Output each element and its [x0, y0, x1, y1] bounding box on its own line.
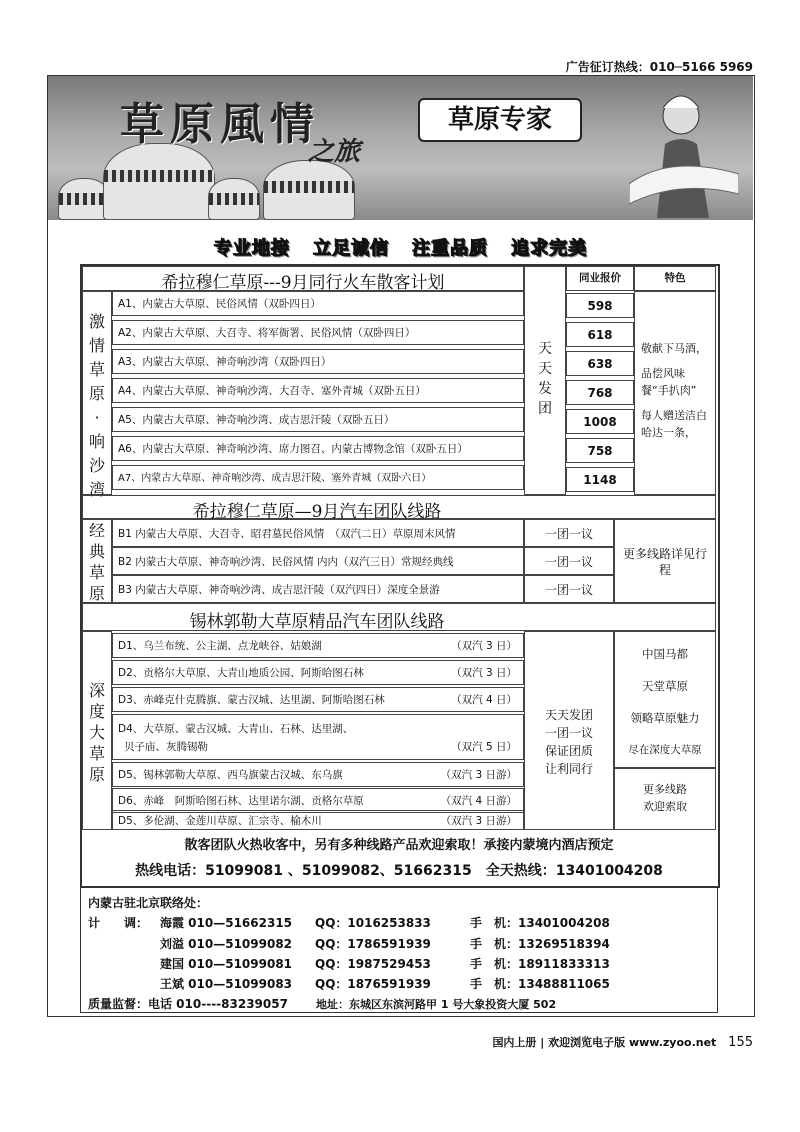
slogan: 注重品质	[412, 238, 489, 259]
route-row: A1、内蒙古大草原、民俗风情（双卧四日）	[112, 291, 524, 316]
ad-hotline: 广告征订热线：010─5166 5969	[565, 60, 753, 74]
slogan: 立足诚信	[312, 238, 389, 259]
route-row: A5、内蒙古大草原、神奇响沙湾、成吉思汗陵（双卧五日）	[112, 407, 524, 432]
contact-name: 建国 010—51099081	[160, 957, 293, 971]
route-row: D1、乌兰布统、公主湖、点龙峡谷、姑娘湖 （双汽 3 日）	[112, 633, 524, 658]
section3-title: 锡林郭勒大草原精品汽车团队线路	[189, 612, 445, 632]
route-row: B3 内蒙古大草原、神奇响沙湾、成吉思汗陵（双汽四日）深度全景游	[112, 575, 524, 603]
price-cell: 768	[566, 380, 634, 405]
contact-qq: QQ：1786591939	[315, 937, 431, 951]
side-label-text: 激 情 草 原 · 响 沙 湾	[88, 312, 105, 499]
contact-qq: QQ：1016253833	[315, 916, 431, 930]
price-cell: 598	[566, 293, 634, 318]
yurt-image	[208, 178, 260, 220]
section2-side-label	[82, 519, 112, 603]
contact-heading: 内蒙古驻北京联络处：	[88, 896, 209, 910]
section2-title: 希拉穆仁草原—9月汽车团队线路	[192, 502, 442, 522]
banner	[48, 76, 753, 220]
section3-features: 中国马都 天堂草原 领略草原魅力 尽在深度大草原	[614, 631, 716, 768]
price-cell: 618	[566, 322, 634, 347]
daily-departure-cell	[524, 266, 566, 495]
route-row: D6、赤峰 阿斯哈图石林、达里诺尔湖、贡格尔草原 （双汽 4 日游）	[112, 788, 524, 813]
route-row: A4、内蒙古大草原、神奇响沙湾、大召寺、塞外青城（双卧五日）	[112, 378, 524, 403]
route-row: A2、内蒙古大草原、大召寺、将军衙署、民俗风情（双卧四日）	[112, 320, 524, 345]
route-row: D3、赤峰克什克腾旗、蒙古汉城、达里湖、阿斯哈图石林 （双汽 4 日）	[112, 687, 524, 712]
section3-side-label	[82, 631, 112, 830]
contact-label: 计 调：	[88, 916, 149, 930]
slogan: 追求完美	[511, 238, 588, 259]
contact-mobile: 手 机：13269518394	[470, 937, 610, 951]
route-row: B1 内蒙古大草原、大召寺、昭君墓民俗风情 （双汽二日）草原周末风情	[112, 519, 524, 547]
contact-name: 王斌 010—51099083	[160, 977, 293, 991]
yurt-image	[103, 143, 215, 220]
route-row: A3、内蒙古大草原、神奇响沙湾（双卧四日）	[112, 349, 524, 374]
mongolian-woman-image	[629, 84, 739, 218]
price-cell: 一团一议	[524, 547, 614, 575]
banner-badge: 草原专家	[418, 98, 582, 142]
slogan: 专业地接	[213, 238, 290, 259]
contact-mobile: 手 机：13488811065	[470, 977, 610, 991]
price-cell: 一团一议	[524, 519, 614, 547]
section1-features: 敬献下马酒， 品偿风味餐“手扒肉” 每人赠送洁白哈达一条，	[634, 291, 716, 495]
contact-qq: QQ：1987529453	[315, 957, 431, 971]
col-feature-header: 特色	[634, 266, 716, 291]
price-cell: 一团一议	[524, 575, 614, 603]
page-footer	[492, 1034, 753, 1050]
daily-departure-text: 天 天 发 团	[538, 341, 552, 417]
promo-line1: 散客团队火热收客中，另有多种线路产品欢迎索取！承接内蒙境内酒店预定	[184, 838, 614, 853]
route-row: B2 内蒙古大草原、神奇响沙湾、民俗风情 内内（双汽三日）常规经典线	[112, 547, 524, 575]
banner-subtitle: 之旅	[308, 137, 361, 167]
section3-middle: 天天发团 一团一议 保证团质 让利同行	[524, 631, 614, 830]
section1-title: 希拉穆仁草原---9月同行火车散客计划	[161, 273, 445, 293]
section2-note: 更多线路详见行程	[614, 519, 716, 603]
price-cell: 758	[566, 438, 634, 463]
route-row: D5、多伦湖、金莲川草原、汇宗寺、榆木川 （双汽 3 日游）	[112, 810, 524, 830]
col-price-header: 同业报价	[566, 266, 634, 291]
office-address: 地址：东城区东滨河路甲 1 号大象投资大厦 502	[316, 998, 557, 1011]
slogan-bar	[48, 234, 753, 260]
section1-side-label	[82, 291, 112, 499]
footer-text: 国内上册 | 欢迎浏览电子版 www.zyoo.net	[492, 1036, 717, 1049]
route-row: A6、内蒙古大草原、神奇响沙湾、席力图召、内蒙古博物念馆（双卧五日）	[112, 436, 524, 461]
route-row: A7、内蒙古大草原、神奇响沙湾、成吉思汗陵、塞外青城（双卧六日）	[112, 465, 524, 490]
promo-hotline: 热线电话：51099081 、51099082、51662315 全天热线：13401004208	[135, 863, 663, 879]
yurt-image	[263, 160, 355, 220]
price-cell: 1148	[566, 467, 634, 492]
quality-hotline: 质量监督：电话 010----83239057	[88, 997, 288, 1011]
route-row: D5、锡林郭勒大草原、西乌旗蒙古汉城、东乌旗 （双汽 3 日游）	[112, 762, 524, 787]
side-label-text: 经 典 草 原	[88, 521, 105, 603]
route-row: D2、贡格尔大草原、大青山地质公园、阿斯哈图石林 （双汽 3 日）	[112, 660, 524, 685]
contact-mobile: 手 机：18911833313	[470, 957, 610, 971]
price-cell: 1008	[566, 409, 634, 434]
price-cell: 638	[566, 351, 634, 376]
section3-more: 更多线路 欢迎索取	[614, 768, 716, 830]
route-row: D4、大草原、蒙古汉城、大青山、石林、达里湖、 贝子庙、灰腾锡勒 （双汽 5 日）	[112, 714, 524, 760]
side-label-text: 深 度 大 草 原	[88, 681, 105, 784]
contact-name: 海霞 010—51662315	[160, 916, 293, 930]
contact-name: 刘溢 010—51099082	[160, 937, 293, 951]
contact-qq: QQ：1876591939	[315, 977, 431, 991]
banner-title: 草原風情	[120, 99, 320, 150]
contact-mobile: 手 机：13401004208	[470, 916, 610, 930]
page-number: 155	[728, 1035, 753, 1050]
